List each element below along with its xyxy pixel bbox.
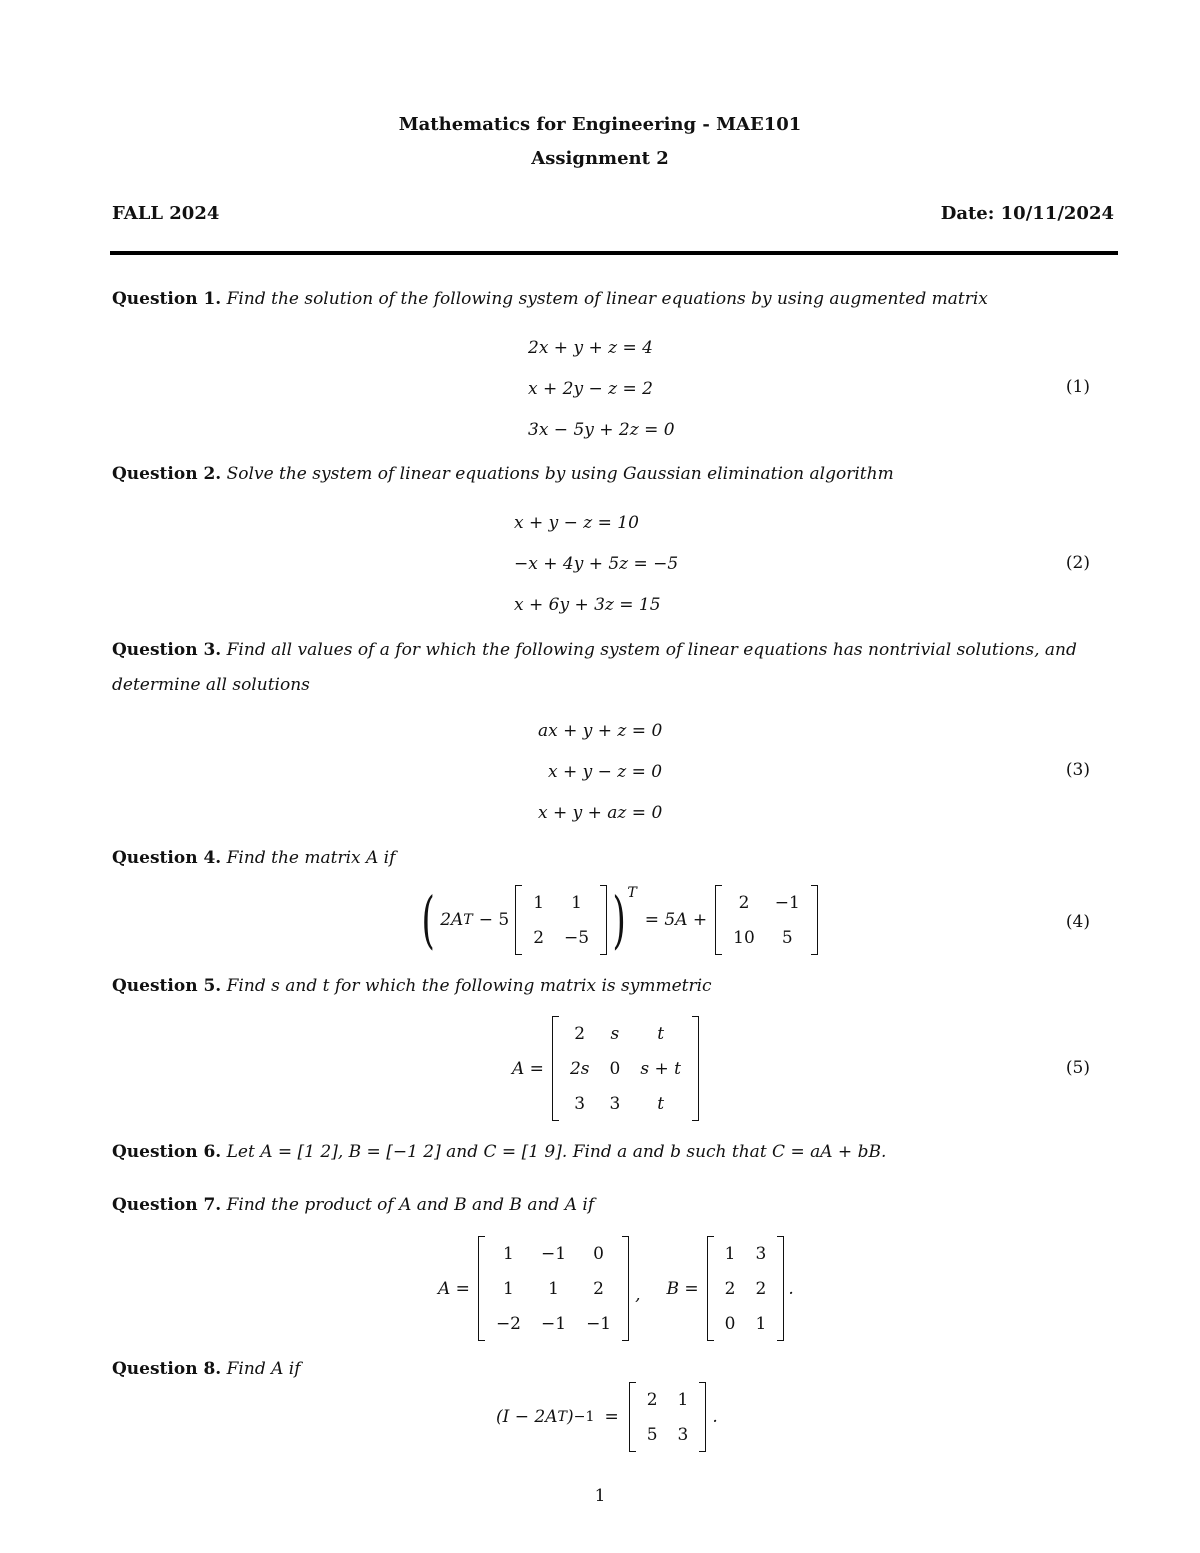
matrix-cell: −1 <box>774 892 800 913</box>
question-text: Let A = [1 2], B = [−1 2] and C = [1 9]. Find a and b such that C = aA + bB. <box>226 1142 887 1162</box>
matrix-cell: 5 <box>781 927 793 948</box>
question-label: Question 5. <box>112 976 222 996</box>
header-divider <box>110 251 1118 255</box>
lhs-term: (I − 2A <box>496 1407 558 1427</box>
equation-4 <box>416 885 818 955</box>
question-text: Solve the system of linear equations by using Gaussian elimination algorithm <box>226 464 894 484</box>
matrix-cell: −2 <box>495 1313 521 1334</box>
rhs-term: = 5A + <box>644 910 708 930</box>
question-label: Question 4. <box>112 848 222 868</box>
matrix-cell: 1 <box>533 892 545 913</box>
equation-number: (5) <box>1065 1058 1090 1078</box>
equation-number: (2) <box>1065 553 1090 573</box>
equation-line: 2x + y + z = 4 <box>528 338 653 358</box>
page-number: 1 <box>594 1486 606 1506</box>
matrix-8 <box>629 1382 707 1452</box>
equation-number: (4) <box>1065 912 1090 932</box>
question-label: Question 8. <box>112 1359 222 1379</box>
matrix-cell: 3 <box>677 1424 689 1445</box>
matrix-cell: −5 <box>564 927 590 948</box>
equation-line: 3x − 5y + 2z = 0 <box>528 420 675 440</box>
matrix-cell: s <box>610 1023 620 1044</box>
minus-five: − 5 <box>478 910 510 930</box>
equation-5 <box>512 1016 699 1121</box>
question-text: Find all values of a for which the following system of linear equations has nontrivial solutions, and determine all solutions <box>112 640 1077 695</box>
question-text: Find the product of A and B and B and A if <box>226 1195 595 1215</box>
matrix-cell: 0 <box>724 1313 736 1334</box>
matrix-cell: 1 <box>548 1278 559 1299</box>
matrix-cell: −1 <box>586 1313 612 1334</box>
matrix-cell: 3 <box>609 1093 621 1114</box>
question-6 <box>112 1135 1092 1170</box>
matrix-cell: 2 <box>738 892 750 913</box>
question-text: Find s and t for which the following matrix is symmetric <box>226 976 712 996</box>
matrix-cell: 1 <box>677 1389 689 1410</box>
matrix-cell: 2s <box>569 1058 590 1079</box>
lhs-close: ) <box>566 1407 574 1427</box>
matrix-cell: 1 <box>571 892 582 913</box>
equation-8 <box>496 1382 718 1452</box>
matrix-cell: t <box>657 1023 665 1044</box>
matrix-cell: s + t <box>640 1058 681 1079</box>
matrix-cell: 3 <box>755 1243 767 1264</box>
left-paren: ( <box>421 883 435 956</box>
matrix-cell: 5 <box>646 1424 658 1445</box>
inverse-sup: −1 <box>573 1409 595 1425</box>
equation-line: x + y − z = 10 <box>514 513 639 533</box>
equation-line: ax + y + z = 0 <box>538 721 663 741</box>
matrix-cell: 10 <box>733 927 755 948</box>
separator: , <box>635 1284 641 1305</box>
matrix-4b <box>715 885 818 955</box>
question-2 <box>112 457 1092 492</box>
term-label: FALL 2024 <box>112 203 220 224</box>
right-paren: ) <box>612 883 626 956</box>
matrix-cell: −1 <box>541 1313 567 1334</box>
equation-line: x + y − z = 0 <box>548 762 663 782</box>
matrix-cell: 1 <box>503 1278 514 1299</box>
question-4 <box>112 841 1092 876</box>
equation-number: (3) <box>1065 760 1090 780</box>
matrix-cell: 2 <box>574 1023 586 1044</box>
equation-line: x + 6y + 3z = 15 <box>514 595 661 615</box>
matrix-cell: 1 <box>503 1243 514 1264</box>
matrix-7a <box>478 1236 629 1341</box>
matrix-cell: 2 <box>724 1278 736 1299</box>
matrix-cell: 1 <box>755 1313 767 1334</box>
question-text: Find A if <box>226 1359 301 1379</box>
question-label: Question 7. <box>112 1195 222 1215</box>
matrix-cell: 3 <box>574 1093 586 1114</box>
period: . <box>712 1407 718 1427</box>
course-title: Mathematics for Engineering - MAE101 <box>398 114 802 135</box>
matrix-cell: 2 <box>533 927 545 948</box>
question-text: Find the matrix A if <box>226 848 396 868</box>
matrix-cell: t <box>657 1093 665 1114</box>
period: . <box>788 1278 794 1299</box>
matrix-cell: −1 <box>541 1243 567 1264</box>
matrix-cell: 0 <box>593 1243 604 1264</box>
question-label: Question 2. <box>112 464 222 484</box>
question-label: Question 3. <box>112 640 222 660</box>
equation-line: −x + 4y + 5z = −5 <box>514 554 679 574</box>
matrix-5 <box>552 1016 699 1121</box>
question-5 <box>112 969 1092 1004</box>
matrix-cell: 2 <box>593 1278 604 1299</box>
matrix-4a <box>515 885 607 955</box>
question-text: Find the solution of the following system of linear equations by using augmented matrix <box>226 289 988 309</box>
lhs-term: A = <box>512 1058 544 1079</box>
equation-line: x + y + az = 0 <box>538 803 663 823</box>
matrix-cell: 2 <box>646 1389 658 1410</box>
assignment-title: Assignment 2 <box>531 148 669 169</box>
question-3 <box>112 633 1092 703</box>
equals-sign: = <box>604 1407 619 1427</box>
equation-number: (1) <box>1065 377 1090 397</box>
outer-transpose: T <box>627 885 637 901</box>
question-1 <box>112 282 1092 317</box>
lhs-term: 2A <box>440 910 464 930</box>
equation-7 <box>438 1236 794 1341</box>
date-label: Date: 10/11/2024 <box>940 203 1114 224</box>
transpose-sup: T <box>463 912 473 928</box>
equation-line: x + 2y − z = 2 <box>528 379 653 399</box>
matrix-cell: 0 <box>609 1058 621 1079</box>
matrix-7b <box>707 1236 785 1341</box>
transpose-sup: T <box>557 1409 567 1425</box>
question-7 <box>112 1188 1092 1223</box>
question-label: Question 6. <box>112 1142 222 1162</box>
matrix-cell: 2 <box>755 1278 767 1299</box>
lhs-a: A = <box>438 1278 470 1299</box>
question-label: Question 1. <box>112 289 222 309</box>
lhs-b: B = <box>666 1278 699 1299</box>
matrix-cell: 1 <box>724 1243 736 1264</box>
